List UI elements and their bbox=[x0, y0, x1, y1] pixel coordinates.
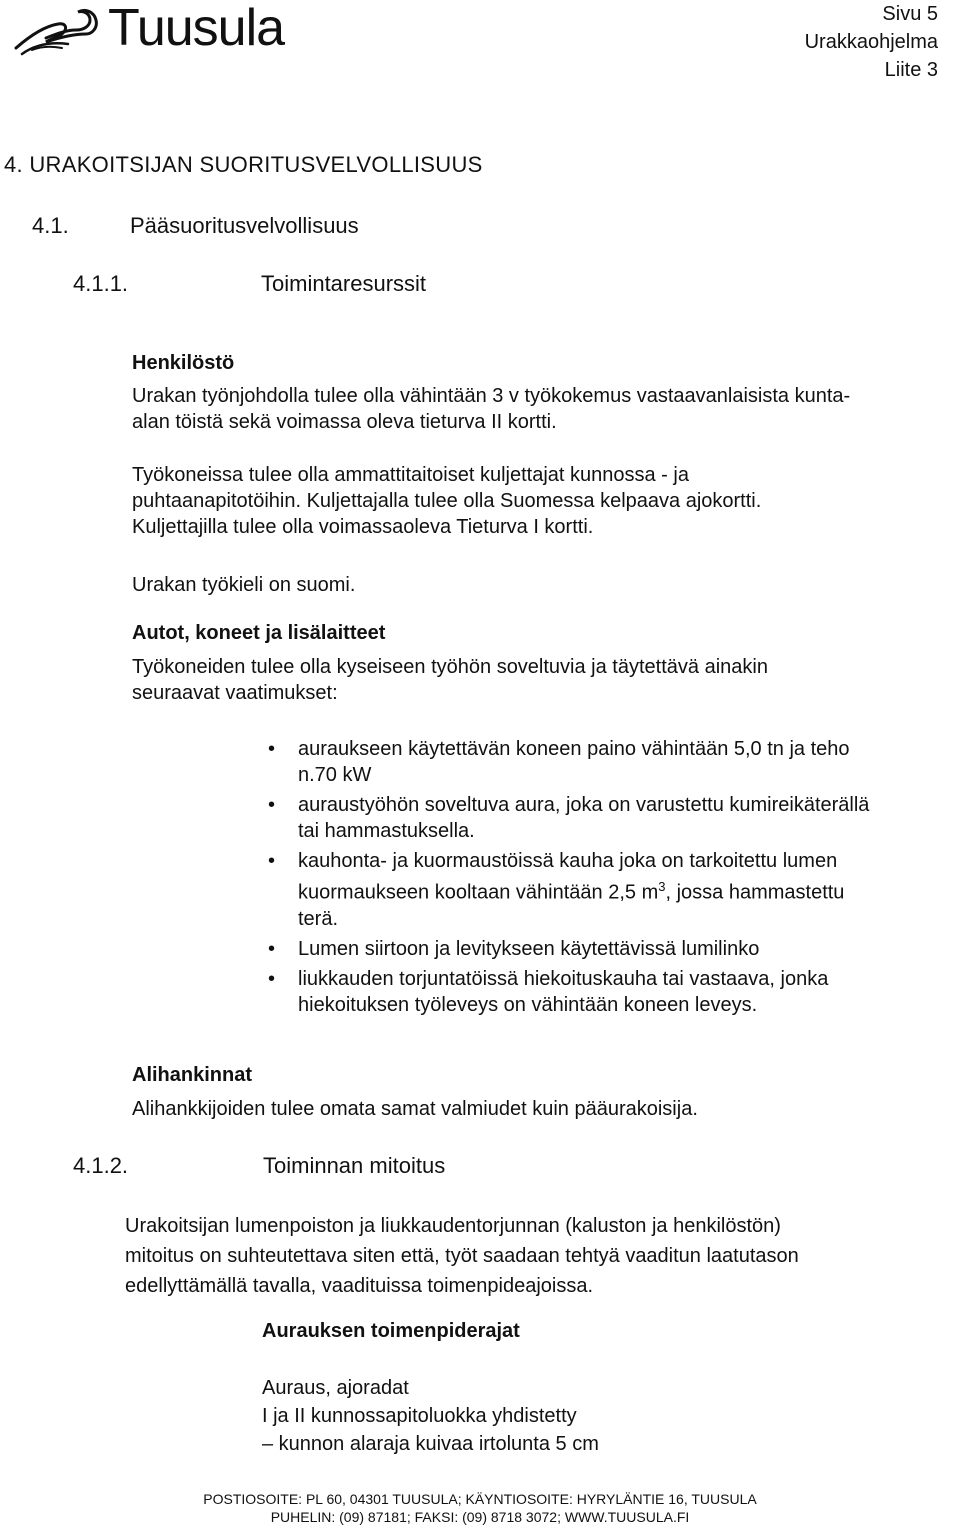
section-title: Pääsuoritusvelvollisuus bbox=[130, 213, 359, 238]
text-line: – kunnon alaraja kuivaa irtolunta 5 cm bbox=[262, 1433, 599, 1455]
section-4-1-1-heading bbox=[73, 271, 427, 297]
section-4-1-2-heading bbox=[73, 1153, 446, 1179]
text-line: Lumen siirtoon ja levitykseen käytettävissä lumilinko bbox=[298, 937, 760, 960]
text-line: Työkoneiden tulee olla kyseiseen työhön soveltuvia ja täytettävä ainakin bbox=[132, 656, 768, 678]
text-line: Työkoneissa tulee olla ammattitaitoiset kuljettajat kunnossa - ja bbox=[132, 464, 689, 486]
autot-intro bbox=[132, 654, 952, 706]
henkilosto-paragraph-2 bbox=[132, 462, 952, 540]
henkilosto-paragraph-1 bbox=[132, 383, 952, 435]
mitoitus-paragraph bbox=[125, 1211, 955, 1301]
section-number: 4.1. bbox=[32, 213, 69, 238]
superscript: 3 bbox=[658, 879, 666, 894]
page-footer bbox=[0, 1490, 960, 1526]
text-line: alan töistä sekä voimassa oleva tieturva II kortti. bbox=[132, 411, 557, 433]
page-header-info bbox=[805, 0, 938, 84]
bullet-icon: • bbox=[268, 738, 276, 760]
aurauksen-paragraph bbox=[262, 1374, 942, 1458]
bullet-icon: • bbox=[268, 967, 276, 990]
text-line: Kuljettajilla tulee olla voimassaoleva Tieturva I kortti. bbox=[132, 516, 594, 538]
henkilosto-paragraph-3: Urakan työkieli on suomi. bbox=[132, 574, 356, 596]
text-line: kauhonta- ja kuormaustöissä kauha joka on tarkoitettu lumen bbox=[298, 850, 838, 872]
bullet-icon: • bbox=[268, 794, 276, 816]
section-number: 4.1.1. bbox=[73, 271, 129, 296]
list-item bbox=[262, 736, 952, 788]
list-item bbox=[262, 936, 952, 962]
text-line: Urakan työnjohdolla tulee olla vähintään 3 v työkokemus vastaavanlaisista kunta- bbox=[132, 385, 851, 407]
text-line: puhtaanapitotöihin. Kuljettajalla tulee olla Suomessa kelpaava ajokortti. bbox=[132, 490, 762, 512]
footer-contact: PUHELIN: (09) 87181; FAKSI: (09) 8718 3072; WWW.TUUSULA.FI bbox=[270, 1509, 690, 1525]
list-item bbox=[262, 966, 952, 1018]
swan-logo-icon bbox=[12, 4, 108, 56]
text-line: edellyttämällä tavalla, vaadituissa toimenpideajoissa. bbox=[125, 1275, 594, 1297]
page-number: Sivu 5 bbox=[882, 3, 938, 25]
text-line: Auraus, ajoradat bbox=[262, 1377, 409, 1399]
alihankinnat-text: Alihankkijoiden tulee omata samat valmiudet kuin pääurakoisija. bbox=[132, 1098, 698, 1120]
text-line bbox=[298, 874, 952, 906]
text-line: n.70 kW bbox=[298, 764, 372, 786]
henkilosto-heading: Henkilöstö bbox=[132, 352, 235, 374]
footer-address: POSTIOSOITE: PL 60, 04301 TUUSULA; KÄYNTIOSOITE: HYRYLÄNTIE 16, TUUSULA bbox=[203, 1491, 757, 1507]
appendix-label: Liite 3 bbox=[884, 59, 938, 81]
text-part: kuormaukseen kooltaan vähintään 2,5 m bbox=[298, 881, 659, 904]
document-name: Urakkaohjelma bbox=[804, 31, 938, 53]
text-part: , jossa hammastettu bbox=[665, 881, 845, 904]
bullet-icon: • bbox=[268, 937, 276, 960]
text-line: terä. bbox=[298, 907, 339, 930]
text-line: hiekoituksen työleveys on vähintään koneen leveys. bbox=[298, 993, 758, 1016]
section-number: 4.1.2. bbox=[73, 1153, 129, 1178]
section-title: Toimintaresurssit bbox=[261, 271, 427, 296]
autot-heading: Autot, koneet ja lisälaitteet bbox=[132, 622, 386, 644]
text-line: auraukseen käytettävän koneen paino vähintään 5,0 tn ja teho bbox=[298, 738, 850, 760]
text-line: auraustyöhön soveltuva aura, joka on varustettu kumireikäterällä bbox=[298, 794, 870, 816]
section-4-heading: 4. URAKOITSIJAN SUORITUSVELVOLLISUUS bbox=[4, 152, 483, 177]
section-title: Toiminnan mitoitus bbox=[263, 1153, 446, 1178]
section-4-1-heading bbox=[32, 213, 359, 239]
alihankinnat-heading: Alihankinnat bbox=[132, 1064, 253, 1086]
text-line: seuraavat vaatimukset: bbox=[132, 682, 338, 704]
list-item bbox=[262, 792, 952, 844]
text-line: Urakoitsijan lumenpoiston ja liukkaudentorjunnan (kaluston ja henkilöstön) bbox=[125, 1215, 781, 1237]
tuusula-logo bbox=[12, 0, 302, 58]
text-line: liukkauden torjuntatöissä hiekoituskauha tai vastaava, jonka bbox=[298, 967, 829, 990]
list-item bbox=[262, 848, 952, 932]
bullet-icon: • bbox=[268, 850, 276, 872]
aurauksen-heading: Aurauksen toimenpiderajat bbox=[262, 1320, 520, 1342]
logo-text: Tuusula bbox=[108, 0, 285, 57]
text-line: I ja II kunnossapitoluokka yhdistetty bbox=[262, 1405, 577, 1427]
text-line: tai hammastuksella. bbox=[298, 820, 475, 842]
text-line: mitoitus on suhteutettava siten että, työt saadaan tehtyä vaaditun laatutason bbox=[125, 1245, 799, 1267]
requirements-list bbox=[262, 736, 952, 1022]
